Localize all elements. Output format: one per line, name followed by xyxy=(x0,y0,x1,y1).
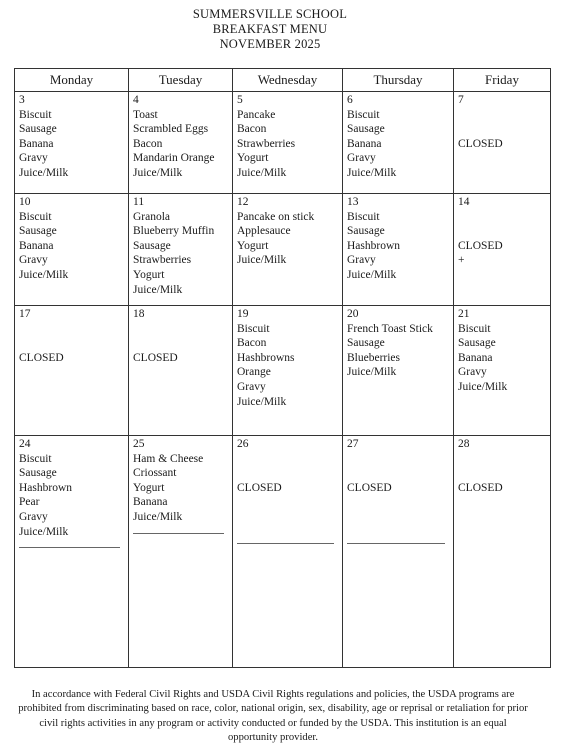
blank-line xyxy=(19,547,120,548)
menu-item: Juice/Milk xyxy=(347,366,397,379)
menu-item: Juice/Milk xyxy=(19,268,69,281)
day-cell xyxy=(15,436,129,668)
menu-item: Juice/Milk xyxy=(237,395,287,408)
menu-item: Gravy xyxy=(19,510,48,523)
day-cell xyxy=(129,306,233,436)
menu-item: Strawberries xyxy=(237,137,296,150)
menu-item: Biscuit xyxy=(458,322,491,335)
menu-item: Applesauce xyxy=(237,225,291,238)
day-cell xyxy=(15,306,129,436)
day-cell xyxy=(15,194,129,306)
menu-item: French Toast Stick xyxy=(347,322,433,335)
menu-item: Juice/Milk xyxy=(458,380,508,393)
day-cell xyxy=(454,194,551,306)
menu-item: Sausage xyxy=(347,123,385,136)
blank-line xyxy=(237,543,334,544)
closed-label: CLOSED xyxy=(133,351,178,364)
menu-item: Granola xyxy=(133,210,171,223)
menu-item: Yogurt xyxy=(133,481,165,494)
school-name: SUMMERSVILLE SCHOOL xyxy=(192,7,348,21)
blank-line xyxy=(133,533,224,534)
menu-item: Sausage xyxy=(19,467,57,480)
day-cell xyxy=(454,306,551,436)
day-number: 13 xyxy=(347,196,359,208)
menu-item: Bacon xyxy=(237,337,267,350)
day-number: 12 xyxy=(237,196,249,208)
day-number: 28 xyxy=(458,438,470,450)
day-cell xyxy=(454,92,551,194)
blank-line xyxy=(347,543,445,544)
day-number: 10 xyxy=(19,196,31,208)
menu-item: Gravy xyxy=(237,380,266,393)
menu-item: Yogurt xyxy=(237,152,269,165)
day-cell xyxy=(343,194,454,306)
menu-item: Juice/Milk xyxy=(19,525,69,538)
menu-item: Blueberries xyxy=(347,351,401,364)
week-row xyxy=(15,194,551,306)
day-number: 17 xyxy=(19,308,31,320)
day-number: 7 xyxy=(458,94,464,106)
menu-item: Juice/Milk xyxy=(237,166,287,179)
day-number: 26 xyxy=(237,438,249,450)
day-number: 6 xyxy=(347,94,353,106)
day-number: 3 xyxy=(19,94,25,106)
closed-label: CLOSED xyxy=(237,481,282,494)
day-number: 5 xyxy=(237,94,243,106)
menu-item: Biscuit xyxy=(237,322,270,335)
day-number: 11 xyxy=(133,196,145,208)
day-number: 18 xyxy=(133,308,145,320)
day-cell xyxy=(129,194,233,306)
day-number: 21 xyxy=(458,308,470,320)
plus-mark: + xyxy=(458,254,465,267)
day-number: 4 xyxy=(133,94,139,106)
menu-item: Pancake xyxy=(237,108,276,121)
menu-item: Juice/Milk xyxy=(237,254,287,267)
day-cell xyxy=(233,194,343,306)
menu-item: Juice/Milk xyxy=(133,510,183,523)
weekday-header: Tuesday xyxy=(129,69,233,92)
week-row xyxy=(15,306,551,436)
menu-item: Mandarin Orange xyxy=(133,152,215,165)
menu-item: Pancake on stick xyxy=(237,210,315,223)
menu-item: Hashbrown xyxy=(347,239,401,252)
menu-item: Biscuit xyxy=(347,210,380,223)
menu-item: Hashbrowns xyxy=(237,351,295,364)
day-cell xyxy=(343,92,454,194)
menu-item: Banana xyxy=(19,137,54,150)
menu-item: Sausage xyxy=(347,337,385,350)
day-cell xyxy=(15,92,129,194)
closed-label: CLOSED xyxy=(458,239,503,252)
closed-label: CLOSED xyxy=(19,351,64,364)
week-row xyxy=(15,436,551,668)
menu-item: Juice/Milk xyxy=(19,166,69,179)
weekday-header: Thursday xyxy=(343,69,454,92)
menu-item: Sausage xyxy=(347,225,385,238)
menu-item: Blueberry Muffin xyxy=(133,225,215,238)
weekday-header: Monday xyxy=(15,69,129,92)
menu-item: Strawberries xyxy=(133,254,192,267)
menu-item: Sausage xyxy=(458,337,496,350)
day-cell xyxy=(233,436,343,668)
menu-item: Banana xyxy=(19,239,54,252)
menu-item: Bacon xyxy=(237,123,267,136)
menu-calendar xyxy=(14,68,551,668)
menu-item: Yogurt xyxy=(237,239,269,252)
menu-month: NOVEMBER 2025 xyxy=(219,37,321,51)
menu-item: Gravy xyxy=(458,366,487,379)
closed-label: CLOSED xyxy=(458,481,503,494)
day-number: 14 xyxy=(458,196,470,208)
day-number: 20 xyxy=(347,308,359,320)
menu-item: Orange xyxy=(237,366,271,379)
weekday-header-row xyxy=(15,69,551,92)
menu-item: Pear xyxy=(19,496,40,509)
menu-item: Yogurt xyxy=(133,268,165,281)
closed-label: CLOSED xyxy=(458,137,503,150)
day-cell xyxy=(454,436,551,668)
menu-header xyxy=(0,7,540,52)
menu-item: Juice/Milk xyxy=(347,268,397,281)
day-cell xyxy=(129,436,233,668)
menu-item: Ham & Cheese xyxy=(133,452,204,465)
nondiscrimination-statement: In accordance with Federal Civil Rights and USDA Civil Rights regulations and policies, the USDA programs are prohibited from discriminating based on race, color, national origin, sex, disability, age or reprisal or retaliation for prior civil rights activities in any program or activity conducted or funded by the USDA. This institution is an equal opportunity provider. xyxy=(18,689,528,744)
menu-item: Sausage xyxy=(19,123,57,136)
weekday-header: Friday xyxy=(454,69,551,92)
day-number: 25 xyxy=(133,438,145,450)
day-number: 27 xyxy=(347,438,359,450)
closed-label: CLOSED xyxy=(347,481,392,494)
menu-item: Bacon xyxy=(133,137,163,150)
menu-item: Hashbrown xyxy=(19,481,73,494)
day-number: 24 xyxy=(19,438,31,450)
day-cell xyxy=(233,92,343,194)
day-cell xyxy=(129,92,233,194)
menu-item: Gravy xyxy=(19,152,48,165)
day-cell xyxy=(343,306,454,436)
menu-item: Gravy xyxy=(347,152,376,165)
menu-item: Gravy xyxy=(19,254,48,267)
menu-item: Toast xyxy=(133,108,158,121)
menu-title: BREAKFAST MENU xyxy=(212,22,328,36)
menu-item: Banana xyxy=(347,137,382,150)
menu-item: Biscuit xyxy=(19,108,52,121)
menu-item: Sausage xyxy=(19,225,57,238)
menu-item: Banana xyxy=(458,351,493,364)
weekday-header: Wednesday xyxy=(233,69,343,92)
day-cell xyxy=(233,306,343,436)
menu-item: Biscuit xyxy=(19,452,52,465)
menu-item: Banana xyxy=(133,496,168,509)
day-number: 19 xyxy=(237,308,249,320)
day-cell xyxy=(343,436,454,668)
menu-item: Scrambled Eggs xyxy=(133,123,209,136)
menu-item: Gravy xyxy=(347,254,376,267)
menu-item: Criossant xyxy=(133,467,177,480)
menu-item: Biscuit xyxy=(19,210,52,223)
menu-item: Biscuit xyxy=(347,108,380,121)
menu-item: Juice/Milk xyxy=(347,166,397,179)
week-row xyxy=(15,92,551,194)
menu-item: Juice/Milk xyxy=(133,166,183,179)
menu-item: Sausage xyxy=(133,239,171,252)
menu-item: Juice/Milk xyxy=(133,283,183,296)
